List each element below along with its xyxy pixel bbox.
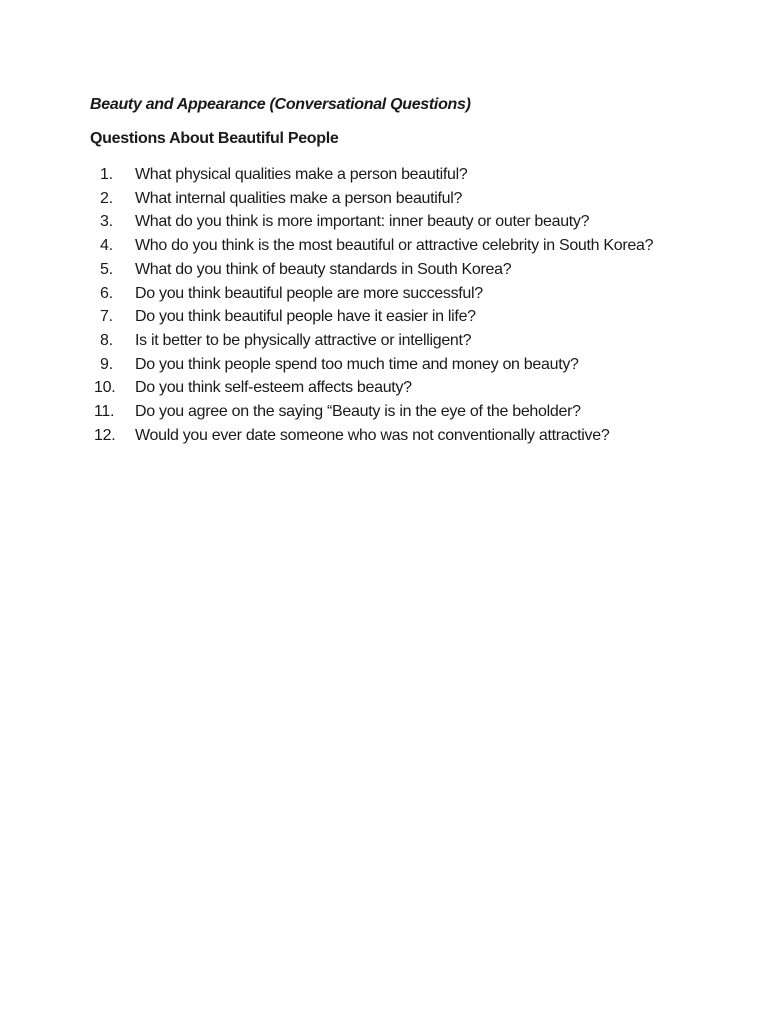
list-item-text: Is it better to be physically attractive or intelligent?	[135, 331, 472, 349]
list-item	[100, 210, 660, 234]
list-item-number: 2.	[100, 189, 113, 207]
list-item	[100, 305, 660, 329]
list-item-number: 7.	[100, 308, 113, 326]
list-item-text: Would you ever date someone who was not conventionally attractive?	[135, 426, 610, 444]
list-item-number: 5.	[100, 260, 113, 278]
list-item	[94, 376, 660, 400]
list-item-text: What physical qualities make a person beautiful?	[135, 166, 468, 183]
list-item-text: Do you think beautiful people are more successful?	[135, 284, 483, 302]
list-item-text: Do you agree on the saying “Beauty is in the eye of the beholder?	[135, 403, 581, 421]
list-item-text: Do you think self-esteem affects beauty?	[135, 379, 412, 397]
list-item-number: 6.	[100, 284, 113, 302]
list-item-number: 12.	[94, 426, 116, 444]
list-item-text: Do you think people spend too much time and money on beauty?	[135, 355, 579, 373]
list-item-number: 1.	[100, 166, 113, 183]
list-item-text: Do you think beautiful people have it easier in life?	[135, 308, 476, 326]
list-item	[100, 258, 660, 282]
list-item-number: 11.	[94, 403, 115, 421]
list-item-text: What internal qualities make a person beautiful?	[135, 189, 463, 207]
list-item-number: 10.	[94, 379, 116, 397]
list-item-number: 3.	[100, 213, 113, 231]
list-item-number: 4.	[100, 237, 113, 255]
list-item-number: 8.	[100, 331, 113, 349]
list-item-text: What do you think is more important: inner beauty or outer beauty?	[135, 213, 590, 231]
list-item	[100, 353, 660, 377]
list-item-text: What do you think of beauty standards in South Korea?	[135, 260, 512, 278]
list-item	[100, 282, 660, 306]
list-item	[100, 329, 660, 353]
list-item	[100, 187, 660, 211]
list-item-text: Who do you think is the most beautiful or attractive celebrity in South Korea?	[135, 237, 654, 255]
list-item	[94, 424, 660, 448]
section-heading: Questions About Beautiful People	[90, 130, 339, 147]
document-title: Beauty and Appearance (Conversational Questions)	[90, 96, 471, 113]
list-item	[100, 163, 660, 187]
question-list	[94, 163, 660, 447]
list-item	[94, 400, 660, 424]
list-item-number: 9.	[100, 355, 113, 373]
list-item	[100, 234, 660, 258]
